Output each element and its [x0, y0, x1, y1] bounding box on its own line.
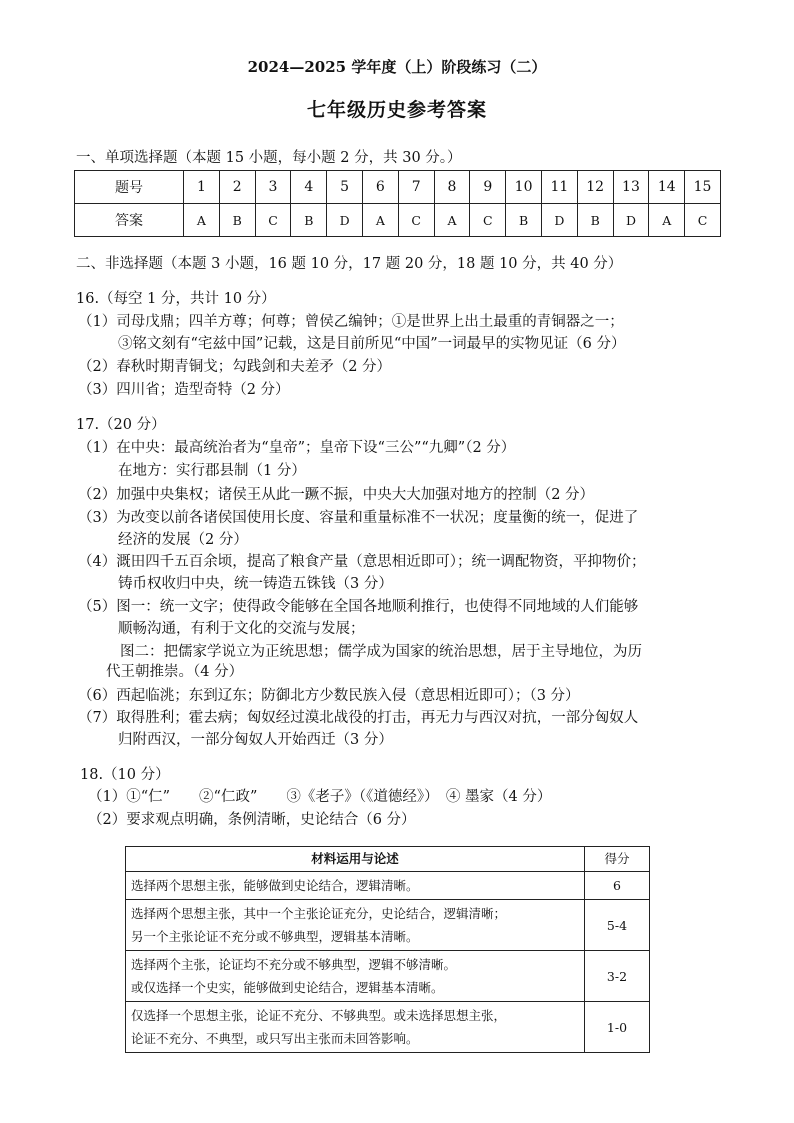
- q17-line: 铸币权收归中央，统一铸造五铢钱（3 分）: [118, 576, 393, 592]
- answer-cell: A: [362, 204, 398, 237]
- q18-line: （1）①“仁” ②“仁政” ③《老子》（《道德经》） ④ 墨家（4 分）: [88, 789, 552, 805]
- exam-term-title: 2024—2025 学年度（上）阶段练习（二）: [247, 58, 547, 76]
- rubric-score: 1-0: [585, 1002, 650, 1053]
- answer-cell: A: [434, 204, 470, 237]
- q17-line: （7）取得胜利；霍去病；匈奴经过漠北战役的打击，再无力与西汉对抗，一部分匈奴人: [78, 710, 639, 726]
- q17-line: 归附西汉，一部分匈奴人开始西迁（3 分）: [118, 732, 393, 748]
- q17-line: （1）在中央：最高统治者为“皇帝”；皇帝下设“三公”“九卿”（2 分）: [78, 440, 516, 456]
- rubric-score: 6: [585, 872, 650, 900]
- rubric-description: [126, 872, 585, 900]
- question-number-cell: 15: [685, 171, 721, 204]
- rubric-row: [126, 1002, 650, 1053]
- question-number-cell: 9: [470, 171, 506, 204]
- answer-cell: C: [398, 204, 434, 237]
- answer-cell: B: [291, 204, 327, 237]
- answer-cell: B: [219, 204, 255, 237]
- question-number-cell: 1: [184, 171, 220, 204]
- rubric-header-score: 得分: [585, 847, 650, 872]
- question-number-cell: 12: [577, 171, 613, 204]
- rubric-description-line: 仅选择一个思想主张，论证不充分、不够典型。或未选择思想主张，: [131, 1008, 507, 1023]
- rubric-description-line: 论证不充分、不典型，或只写出主张而未回答影响。: [131, 1031, 419, 1046]
- answer-cell: A: [649, 204, 685, 237]
- rubric-description: [126, 1002, 585, 1053]
- rubric-description-line: 或仅选择一个史实，能够做到史论结合，逻辑基本清晰。: [131, 980, 444, 995]
- question-number-cell: 6: [362, 171, 398, 204]
- answer-cell: C: [685, 204, 721, 237]
- row-label-question-number: 题号: [75, 171, 184, 204]
- answer-cell: A: [184, 204, 220, 237]
- question-number-row: [75, 171, 721, 204]
- rubric-description-line: 另一个主张论证不充分或不够典型，逻辑基本清晰。: [131, 929, 419, 944]
- rubric-description-line: 选择两个思想主张，能够做到史论结合，逻辑清晰。: [131, 878, 419, 893]
- answer-cell: D: [541, 204, 577, 237]
- answer-cell: B: [506, 204, 542, 237]
- rubric-description-line: 选择两个思想主张，其中一个主张论证充分，史论结合，逻辑清晰；: [131, 906, 507, 921]
- question-number-cell: 13: [613, 171, 649, 204]
- q17-line: 图二：把儒家学说立为正统思想；儒学成为国家的统治思想，居于主导地位，为历: [120, 644, 642, 660]
- q18-title: 18.（10 分）: [80, 767, 170, 783]
- q16-title: 16.（每空 1 分，共计 10 分）: [76, 291, 276, 307]
- rubric-score: 3-2: [585, 951, 650, 1002]
- rubric-row: [126, 951, 650, 1002]
- q17-line: （3）为改变以前各诸侯国使用长度、容量和重量标准不一状况；度量衡的统一，促进了: [78, 510, 639, 526]
- answer-key-table: [74, 170, 721, 237]
- section1-heading: 一、单项选择题（本题 15 小题，每小题 2 分，共 30 分。）: [76, 150, 462, 166]
- rubric-description: [126, 951, 585, 1002]
- rubric-description: [126, 900, 585, 951]
- section2-heading: 二、非选择题（本题 3 小题，16 题 10 分，17 题 20 分，18 题 10 分，共 40 分）: [76, 256, 623, 272]
- rubric-header-description: 材料运用与论述: [126, 847, 585, 872]
- q16-line: （2）春秋时期青铜戈；勾践剑和夫差矛（2 分）: [78, 359, 392, 375]
- answer-cell: D: [327, 204, 363, 237]
- answer-cell: C: [470, 204, 506, 237]
- answer-cell: B: [577, 204, 613, 237]
- q17-line: （2）加强中央集权；诸侯王从此一蹶不振，中央大大加强对地方的控制（2 分）: [78, 487, 595, 503]
- q17-line: 顺畅沟通，有利于文化的交流与发展；: [118, 621, 365, 637]
- q17-line: （5）图一：统一文字；使得政令能够在全国各地顺利推行，也使得不同地域的人们能够: [78, 599, 639, 615]
- row-label-answer: 答案: [75, 204, 184, 237]
- rubric-description-line: 选择两个主张，论证均不充分或不够典型，逻辑不够清晰。: [131, 957, 457, 972]
- question-number-cell: 8: [434, 171, 470, 204]
- q17-line: 代王朝推崇。（4 分）: [106, 664, 244, 680]
- question-number-cell: 10: [506, 171, 542, 204]
- q17-title: 17.（20 分）: [76, 417, 166, 433]
- q16-line: （1）司母戊鼎；四羊方尊；何尊；曾侯乙编钟；①是世界上出土最重的青铜器之一；: [78, 314, 624, 330]
- question-number-cell: 5: [327, 171, 363, 204]
- page-title: 七年级历史参考答案: [306, 99, 487, 121]
- q18-line: （2）要求观点明确，条例清晰，史论结合（6 分）: [88, 812, 416, 828]
- q16-line: ③铭文刻有“宅兹中国”记载，这是目前所见“中国”一词最早的实物见证（6 分）: [118, 336, 626, 352]
- answer-row: [75, 204, 721, 237]
- question-number-cell: 4: [291, 171, 327, 204]
- answer-cell: D: [613, 204, 649, 237]
- question-number-cell: 2: [219, 171, 255, 204]
- rubric-row: [126, 900, 650, 951]
- q16-line: （3）四川省；造型奇特（2 分）: [78, 382, 290, 398]
- rubric-score: 5-4: [585, 900, 650, 951]
- question-number-cell: 11: [541, 171, 577, 204]
- q17-line: （4）溉田四千五百余顷，提高了粮食产量（意思相近即可）；统一调配物资，平抑物价；: [78, 554, 646, 570]
- q17-line: 经济的发展（2 分）: [118, 532, 248, 548]
- rubric-header-row: [126, 847, 650, 872]
- question-number-cell: 7: [398, 171, 434, 204]
- q17-line: （6）西起临洮；东到辽东；防御北方少数民族入侵（意思相近即可）；（3 分）: [78, 688, 580, 704]
- question-number-cell: 14: [649, 171, 685, 204]
- question-number-cell: 3: [255, 171, 291, 204]
- q17-line: 在地方：实行郡县制（1 分）: [118, 463, 306, 479]
- answer-cell: C: [255, 204, 291, 237]
- scoring-rubric-table: [125, 846, 650, 1053]
- rubric-row: [126, 872, 650, 900]
